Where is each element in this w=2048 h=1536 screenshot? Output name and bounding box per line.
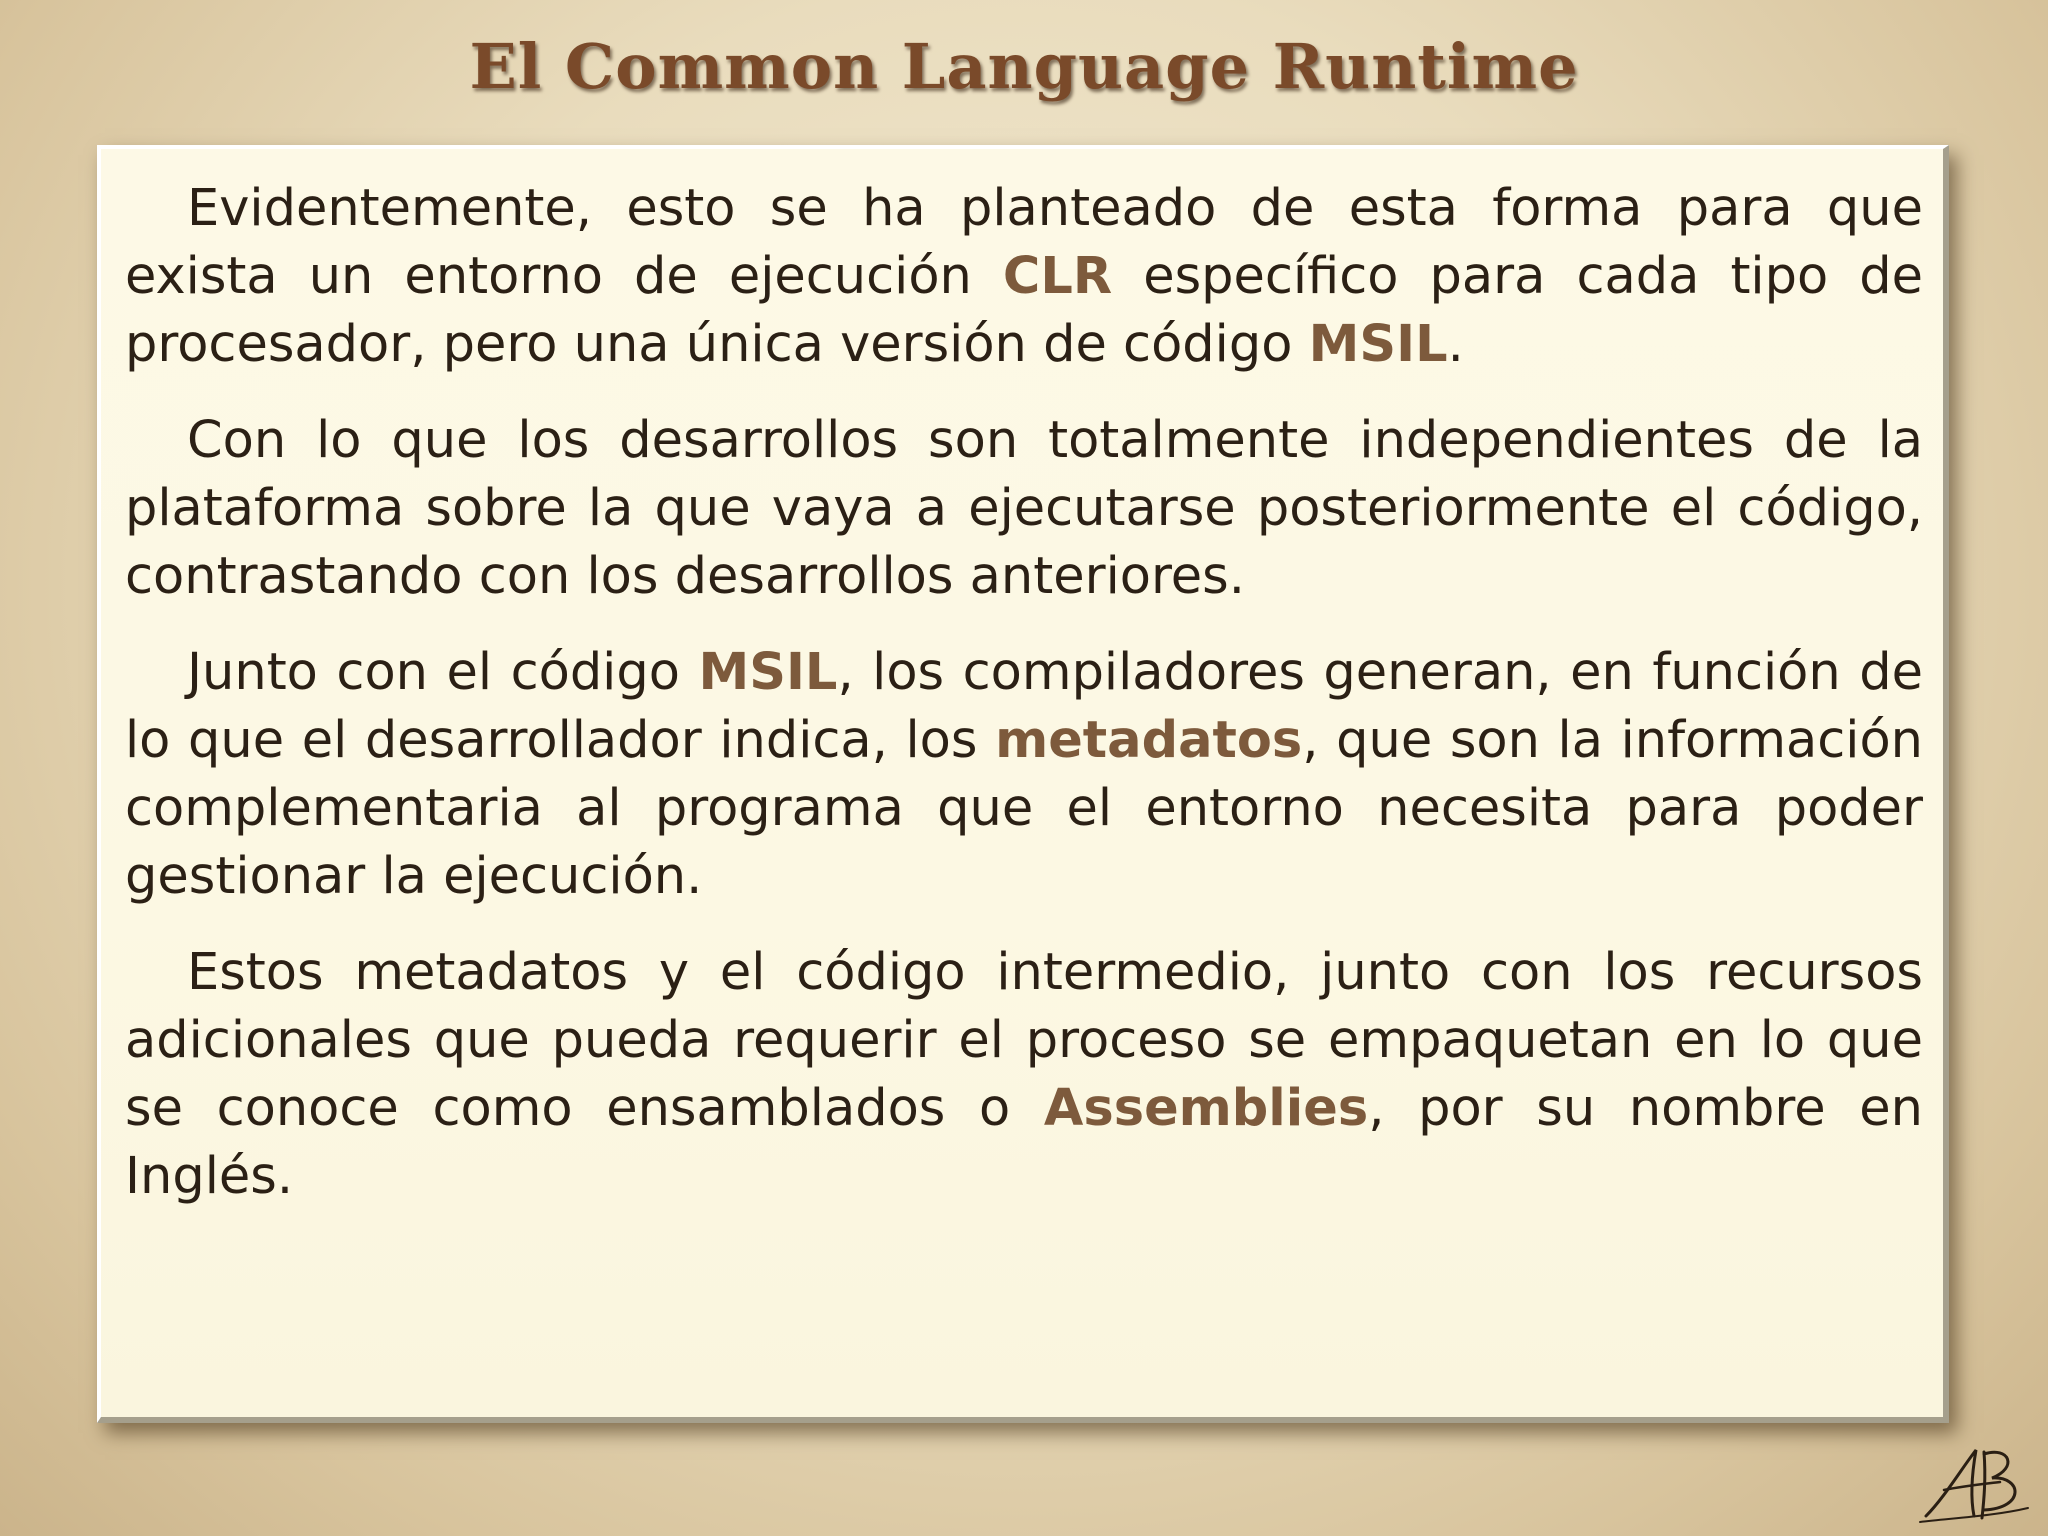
signature-logo: [1914, 1438, 2034, 1528]
paragraph-4: [125, 939, 1923, 1211]
paragraph-3-text-1: Junto con el código: [187, 643, 699, 702]
paragraph-2: [125, 407, 1923, 611]
slide-title: El Common Language Runtime: [469, 30, 1579, 103]
paragraph-1: [125, 175, 1923, 379]
paragraph-4-text-2: , por su nombre en Inglés.: [125, 1079, 1923, 1206]
highlight-assemblies: Assemblies: [1043, 1079, 1369, 1138]
paragraph-4-text-1: Estos metadatos y el código intermedio, junto con los recursos adicionales que pueda requerir el proceso se empaquetan en lo que se conoce como ensamblados o: [125, 943, 1923, 1138]
paragraph-1-text-3: .: [1447, 315, 1464, 374]
paragraph-1-text-2: específico para cada tipo de procesador, pero una única versión de código: [125, 247, 1924, 374]
paragraph-3-text-3: , que son la información complementaria al programa que el entorno necesita para poder gestionar la ejecución.: [125, 711, 1923, 906]
highlight-msil: MSIL: [1308, 315, 1448, 374]
paragraph-3: [125, 639, 1923, 911]
paragraph-3-text-2: , los compiladores generan, en función de lo que el desarrollador indica, los: [125, 643, 1923, 770]
highlight-metadatos: metadatos: [995, 711, 1303, 770]
paragraph-2-text-1: Con lo que los desarrollos son totalmente independientes de la plataforma sobre la que vaya a ejecutarse posteriormente el código, contrastando con los desarrollos anteriores.: [125, 411, 1923, 606]
highlight-msil-2: MSIL: [698, 643, 838, 702]
content-box: [97, 145, 1949, 1423]
highlight-clr: CLR: [1002, 247, 1113, 306]
paragraph-1-text-1: Evidentemente, esto se ha planteado de esta forma para que exista un entorno de ejecución: [125, 179, 1923, 306]
